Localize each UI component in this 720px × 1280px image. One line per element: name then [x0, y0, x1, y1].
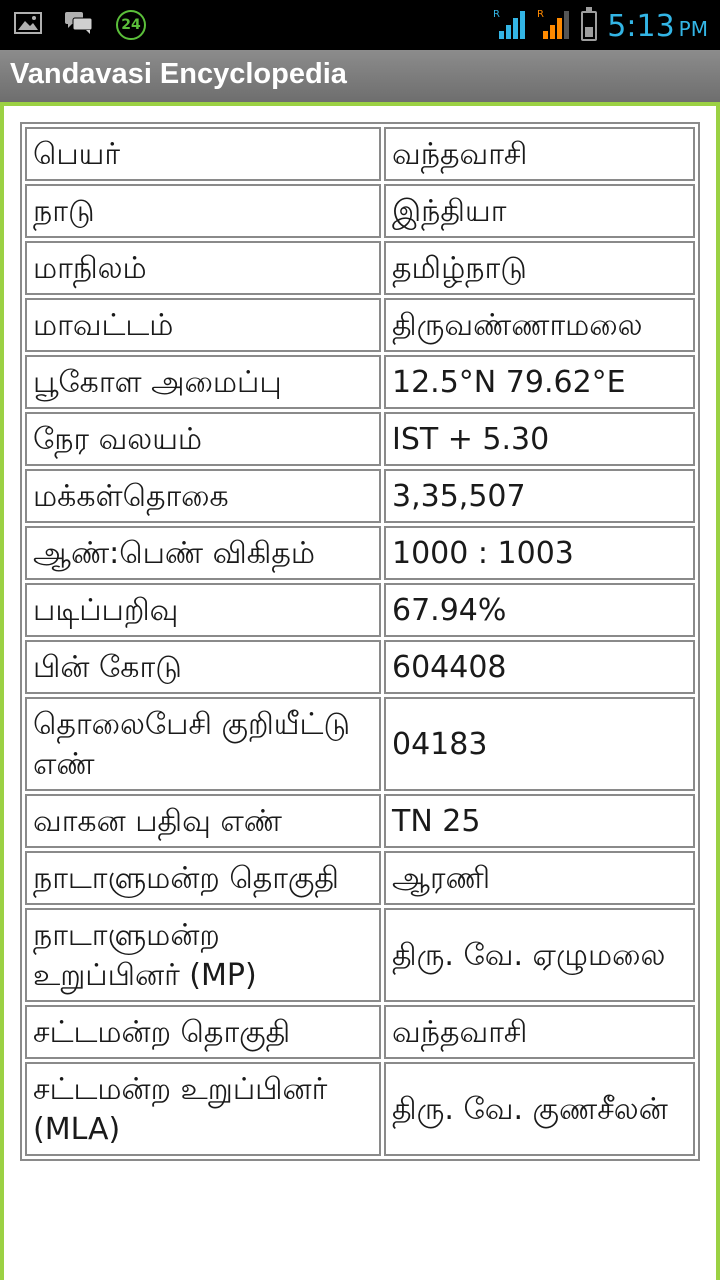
table-row [25, 1005, 695, 1059]
app-title-bar [0, 50, 720, 102]
network-24-icon: 24 [116, 10, 146, 40]
row-value: திரு. வே. ஏழுமலை [384, 908, 695, 1002]
table-row [25, 127, 695, 181]
table-row [25, 241, 695, 295]
row-label: மாநிலம் [25, 241, 381, 295]
status-bar [0, 0, 720, 50]
table-row [25, 412, 695, 466]
row-value: 12.5°N 79.62°E [384, 355, 695, 409]
row-value: ஆரணி [384, 851, 695, 905]
info-table [20, 122, 700, 1161]
row-label: ஆண்:பெண் விகிதம் [25, 526, 381, 580]
table-row [25, 469, 695, 523]
system-status [493, 4, 708, 48]
chat-icon [64, 10, 94, 40]
row-value: IST + 5.30 [384, 412, 695, 466]
row-value: திருவண்ணாமலை [384, 298, 695, 352]
content-frame[interactable] [0, 102, 720, 1280]
row-value: 67.94% [384, 583, 695, 637]
table-row [25, 794, 695, 848]
row-label: வாகன பதிவு எண் [25, 794, 381, 848]
clock-time: 5:13 [607, 8, 675, 44]
clock-ampm: PM [678, 16, 708, 41]
notification-icons [14, 8, 146, 42]
table-row [25, 583, 695, 637]
table-row [25, 908, 695, 1002]
row-label: படிப்பறிவு [25, 583, 381, 637]
row-value: 3,35,507 [384, 469, 695, 523]
row-label: சட்டமன்ற தொகுதி [25, 1005, 381, 1059]
row-value: 604408 [384, 640, 695, 694]
row-label: பின் கோடு [25, 640, 381, 694]
svg-text:R: R [493, 9, 501, 20]
image-icon [14, 11, 42, 39]
table-row [25, 640, 695, 694]
row-label: சட்டமன்ற உறுப்பினர் (MLA) [25, 1062, 381, 1156]
row-value: 1000 : 1003 [384, 526, 695, 580]
row-label: நாடாளுமன்ற தொகுதி [25, 851, 381, 905]
row-value: 04183 [384, 697, 695, 791]
row-value: திரு. வே. குணசீலன் [384, 1062, 695, 1156]
table-row [25, 298, 695, 352]
row-label: நேர வலயம் [25, 412, 381, 466]
row-value: TN 25 [384, 794, 695, 848]
signal-roaming-icon [493, 7, 527, 45]
row-value: இந்தியா [384, 184, 695, 238]
table-row [25, 697, 695, 791]
table-row [25, 1062, 695, 1156]
row-value: தமிழ்நாடு [384, 241, 695, 295]
row-label: பெயர் [25, 127, 381, 181]
row-label: நாடு [25, 184, 381, 238]
row-label: தொலைபேசி குறியீட்டு எண் [25, 697, 381, 791]
table-row [25, 526, 695, 580]
row-label: பூகோள அமைப்பு [25, 355, 381, 409]
row-label: நாடாளுமன்ற உறுப்பினர் (MP) [25, 908, 381, 1002]
battery-icon [581, 11, 597, 41]
row-label: மாவட்டம் [25, 298, 381, 352]
row-label: மக்கள்தொகை [25, 469, 381, 523]
row-value: வந்தவாசி [384, 1005, 695, 1059]
app-title: Vandavasi Encyclopedia [10, 58, 347, 90]
svg-text:R: R [537, 9, 545, 20]
row-value: வந்தவாசி [384, 127, 695, 181]
table-row [25, 184, 695, 238]
signal-roaming-icon [537, 7, 571, 45]
clock [607, 9, 708, 44]
table-row [25, 851, 695, 905]
table-row [25, 355, 695, 409]
